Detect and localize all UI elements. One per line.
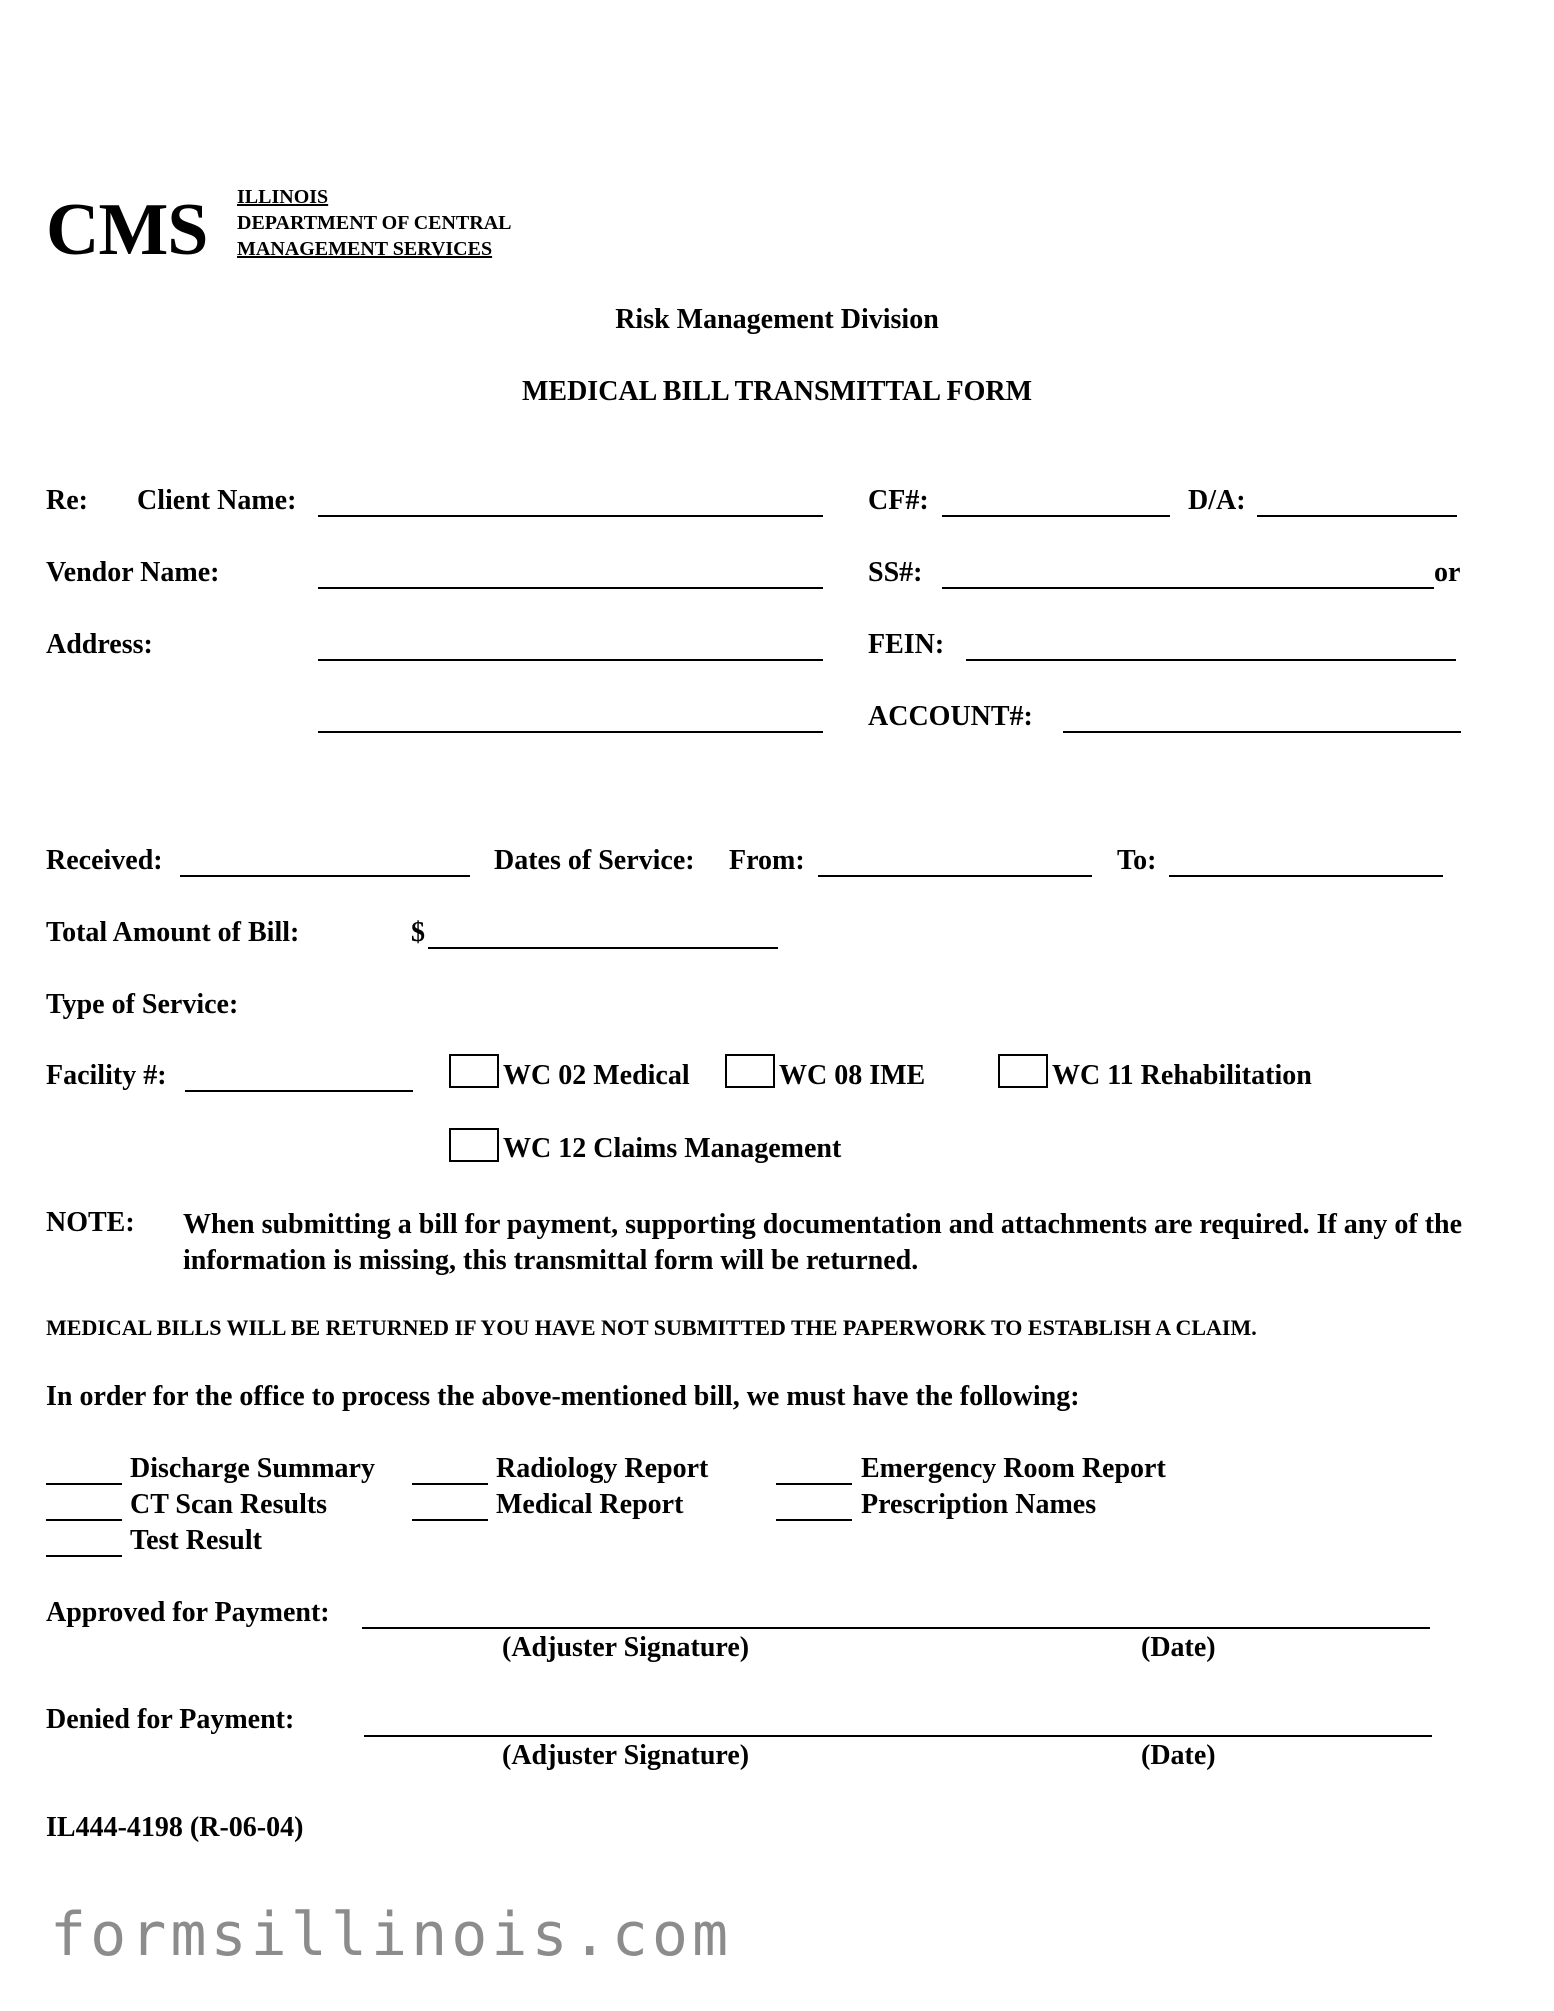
form-title: MEDICAL BILL TRANSMITTAL FORM xyxy=(521,376,1033,407)
or-label: or xyxy=(1434,557,1461,588)
discharge-check-line[interactable] xyxy=(46,1483,122,1485)
prescription-label: Prescription Names xyxy=(861,1489,1097,1520)
denied-signature-field[interactable] xyxy=(364,1735,1432,1737)
prescription-check-line[interactable] xyxy=(776,1519,852,1521)
total-amount-field[interactable] xyxy=(428,947,778,949)
er-label: Emergency Room Report xyxy=(861,1453,1166,1484)
wc11-checkbox[interactable] xyxy=(998,1054,1048,1088)
approved-label: Approved for Payment: xyxy=(46,1597,330,1628)
da-label: D/A: xyxy=(1188,485,1246,516)
warning-text: MEDICAL BILLS WILL BE RETURNED IF YOU HAVE NOT SUBMITTED THE PAPERWORK TO ESTABLISH A CLAIM. xyxy=(46,1315,1257,1340)
to-label: To: xyxy=(1117,845,1157,876)
address-label: Address: xyxy=(46,629,153,660)
dept-state: ILLINOIS xyxy=(237,186,329,208)
type-of-service-label: Type of Service: xyxy=(46,989,239,1020)
note-label: NOTE: xyxy=(46,1207,135,1238)
medical-check-line[interactable] xyxy=(412,1519,488,1521)
wc12-checkbox[interactable] xyxy=(449,1128,499,1162)
wc11-label: WC 11 Rehabilitation xyxy=(1052,1060,1312,1091)
dept-line-2: DEPARTMENT OF CENTRAL xyxy=(237,212,512,234)
account-label: ACCOUNT#: xyxy=(868,701,1033,732)
note-text: When submitting a bill for payment, supporting documentation and attachments are required. If any of the information is missing, this transmittal form will be returned. xyxy=(183,1209,1463,1276)
approved-signature-field[interactable] xyxy=(362,1627,1430,1629)
account-field[interactable] xyxy=(1063,731,1461,733)
discharge-label: Discharge Summary xyxy=(130,1453,375,1484)
cf-label: CF#: xyxy=(868,485,929,516)
vendor-name-label: Vendor Name: xyxy=(46,557,220,588)
wc08-checkbox[interactable] xyxy=(725,1054,775,1088)
dollar-sign: $ xyxy=(411,917,425,948)
from-label: From: xyxy=(729,845,805,876)
wc12-label: WC 12 Claims Management xyxy=(503,1133,842,1164)
radiology-check-line[interactable] xyxy=(412,1483,488,1485)
instructions-text: In order for the office to process the above-mentioned bill, we must have the following: xyxy=(46,1381,1080,1412)
ct-label: CT Scan Results xyxy=(130,1489,328,1520)
medical-label: Medical Report xyxy=(496,1489,684,1520)
radiology-label: Radiology Report xyxy=(496,1453,709,1484)
from-date-field[interactable] xyxy=(818,875,1092,877)
fein-label: FEIN: xyxy=(868,629,945,660)
ss-label: SS#: xyxy=(868,557,923,588)
facility-label: Facility #: xyxy=(46,1060,167,1091)
fein-field[interactable] xyxy=(966,659,1456,661)
dates-of-service-label: Dates of Service: xyxy=(494,845,695,876)
facility-field[interactable] xyxy=(185,1090,413,1092)
client-name-field[interactable] xyxy=(318,515,823,517)
approved-sig-caption: (Adjuster Signature) xyxy=(502,1632,750,1663)
vendor-name-field[interactable] xyxy=(318,587,823,589)
denied-sig-caption: (Adjuster Signature) xyxy=(502,1740,750,1771)
denied-label: Denied for Payment: xyxy=(46,1704,295,1735)
wc02-checkbox[interactable] xyxy=(449,1054,499,1088)
watermark: formsillinois.com xyxy=(50,1900,733,1970)
re-label: Re: xyxy=(46,485,88,516)
test-label: Test Result xyxy=(130,1525,262,1556)
form-number: IL444-4198 (R-06-04) xyxy=(46,1812,304,1843)
dept-line-3: MANAGEMENT SERVICES xyxy=(237,238,493,260)
er-check-line[interactable] xyxy=(776,1483,852,1485)
cf-field[interactable] xyxy=(942,515,1170,517)
division-title: Risk Management Division xyxy=(615,304,939,335)
test-check-line[interactable] xyxy=(46,1555,122,1557)
wc08-label: WC 08 IME xyxy=(779,1060,926,1091)
denied-date-caption: (Date) xyxy=(1141,1740,1216,1771)
address-field-1[interactable] xyxy=(318,659,823,661)
ss-field[interactable] xyxy=(942,587,1434,589)
cms-logo: CMS xyxy=(46,189,208,271)
da-field[interactable] xyxy=(1257,515,1457,517)
total-amount-label: Total Amount of Bill: xyxy=(46,917,300,948)
client-name-label: Client Name: xyxy=(137,485,297,516)
received-field[interactable] xyxy=(180,875,470,877)
to-date-field[interactable] xyxy=(1169,875,1443,877)
address-field-2[interactable] xyxy=(318,731,823,733)
ct-check-line[interactable] xyxy=(46,1519,122,1521)
wc02-label: WC 02 Medical xyxy=(503,1060,690,1091)
approved-date-caption: (Date) xyxy=(1141,1632,1216,1663)
received-label: Received: xyxy=(46,845,163,876)
